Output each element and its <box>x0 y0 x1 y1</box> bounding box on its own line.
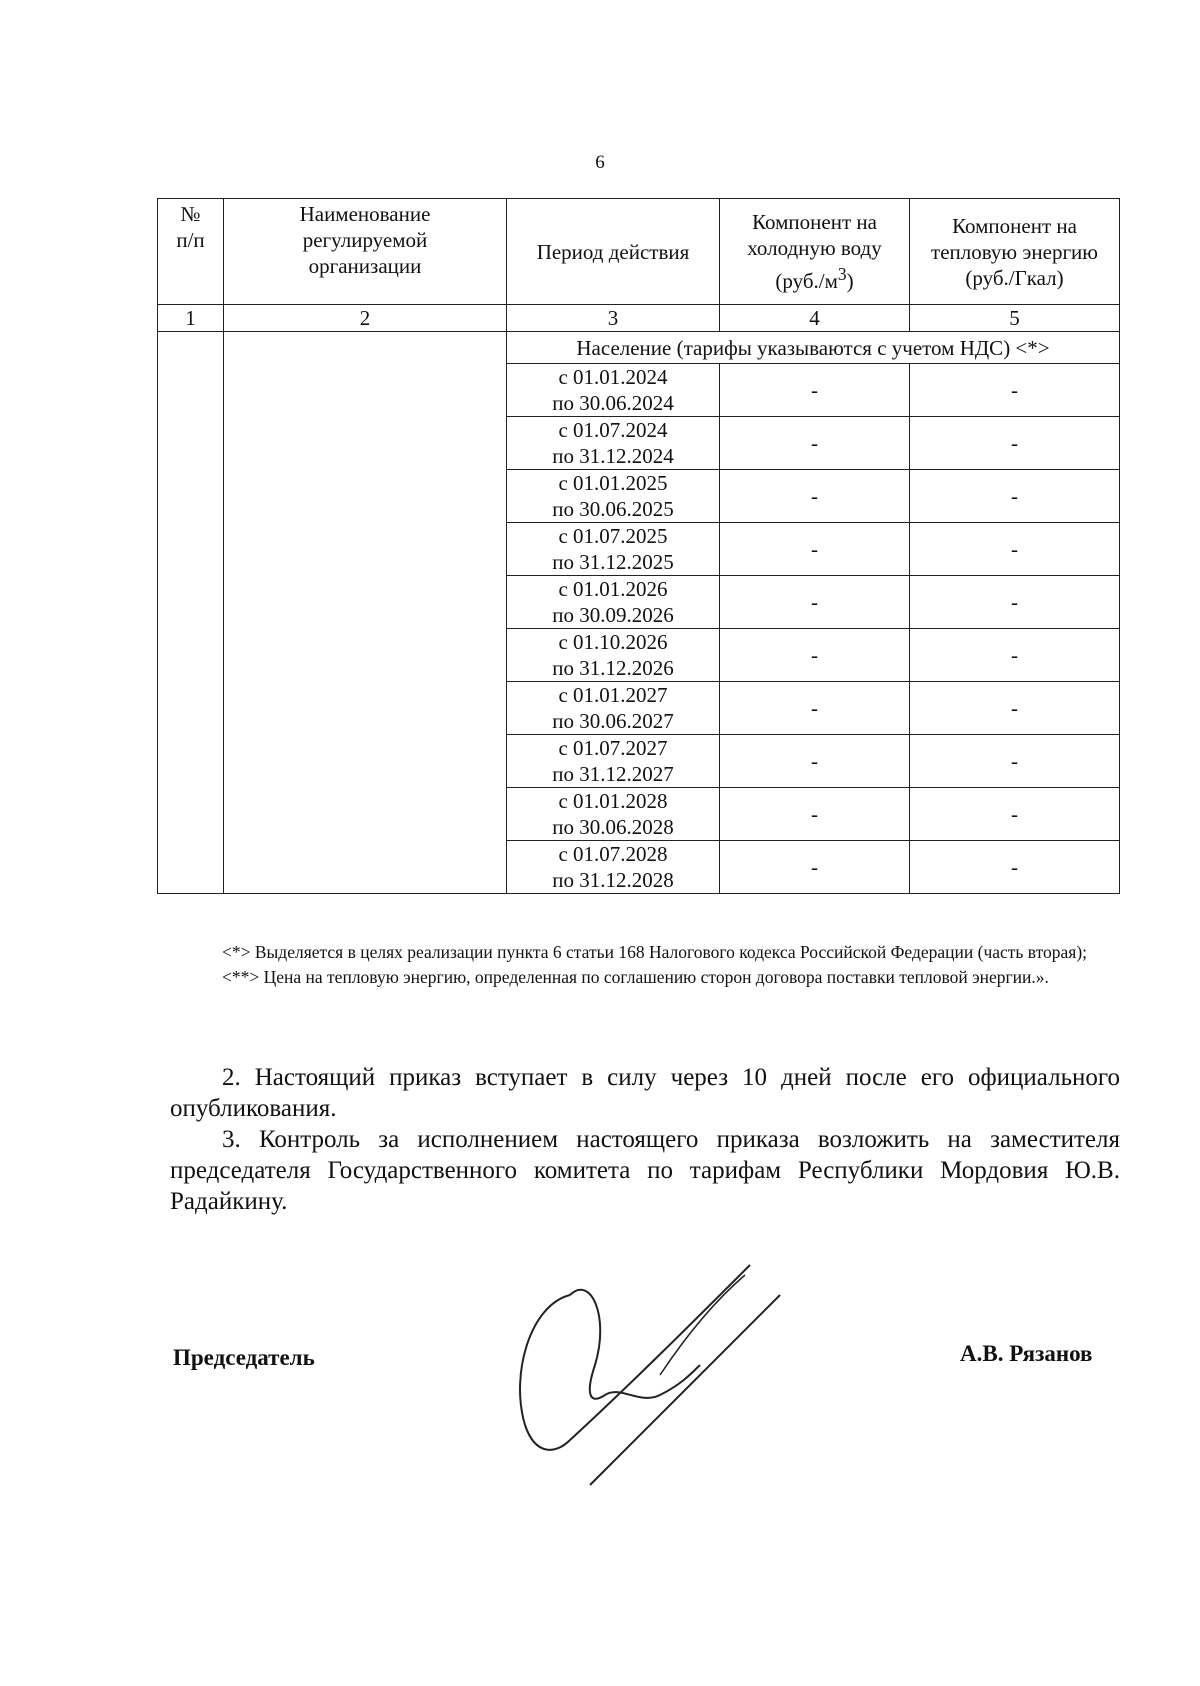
column-number-row <box>158 305 1120 332</box>
tariff-table <box>157 198 1120 894</box>
period-to: по 31.12.2025 <box>552 550 674 574</box>
column-number: 2 <box>224 305 507 332</box>
period-to: по 30.06.2025 <box>552 497 674 521</box>
period-cell <box>507 576 720 629</box>
period-from: с 01.10.2026 <box>558 630 668 654</box>
number-cell-empty <box>158 332 224 894</box>
heat-value: - <box>910 417 1120 470</box>
period-from: с 01.01.2028 <box>558 789 668 813</box>
period-cell <box>507 470 720 523</box>
water-value: - <box>720 417 910 470</box>
heat-value: - <box>910 788 1120 841</box>
header-period: Период действия <box>507 199 720 305</box>
header-water-component <box>720 199 910 305</box>
period-from: с 01.01.2024 <box>558 365 668 389</box>
period-from: с 01.01.2025 <box>558 471 668 495</box>
water-value: - <box>720 576 910 629</box>
handwritten-signature <box>510 1255 830 1495</box>
heat-value: - <box>910 682 1120 735</box>
group-label: Население (тарифы указываются с учетом НДС) <*> <box>507 332 1120 364</box>
water-value: - <box>720 735 910 788</box>
heat-value: - <box>910 629 1120 682</box>
period-cell <box>507 417 720 470</box>
water-value: - <box>720 682 910 735</box>
clause: 2. Настоящий приказ вступает в силу через 10 дней после его официального опубликования. <box>170 1064 1120 1122</box>
header-water-line1: Компонент на <box>752 210 877 234</box>
column-number: 5 <box>910 305 1120 332</box>
signatory-name: А.В. Рязанов <box>960 1341 1093 1366</box>
period-to: по 31.12.2026 <box>552 656 674 680</box>
period-from: с 01.07.2025 <box>558 524 668 548</box>
clause: 3. Контроль за исполнением настоящего приказа возложить на заместителя председателя Государственного комитета по тарифам Республики Мордовия Ю.В. Радайкину. <box>170 1126 1120 1215</box>
period-from: с 01.07.2024 <box>558 418 668 442</box>
column-number: 3 <box>507 305 720 332</box>
header-number: № п/п <box>158 199 224 305</box>
header-heat-component: Компонент на тепловую энергию (руб./Гкал) <box>910 199 1120 305</box>
period-to: по 31.12.2024 <box>552 444 674 468</box>
heat-value: - <box>910 470 1120 523</box>
order-clauses <box>170 1062 1120 1217</box>
period-cell <box>507 788 720 841</box>
water-value: - <box>720 841 910 894</box>
period-from: с 01.01.2026 <box>558 577 668 601</box>
period-from: с 01.07.2027 <box>558 736 668 760</box>
period-to: по 30.09.2026 <box>552 603 674 627</box>
header-water-unit-post: ) <box>846 269 854 293</box>
water-value: - <box>720 788 910 841</box>
period-to: по 31.12.2027 <box>552 762 674 786</box>
period-cell <box>507 841 720 894</box>
period-to: по 30.06.2027 <box>552 709 674 733</box>
period-to: по 31.12.2028 <box>552 868 674 892</box>
table-header-row <box>158 199 1120 305</box>
group-row <box>158 332 1120 364</box>
header-water-unit-sup: 3 <box>837 264 847 284</box>
water-value: - <box>720 364 910 417</box>
column-number: 4 <box>720 305 910 332</box>
water-value: - <box>720 629 910 682</box>
footnote: <**> Цена на тепловую энергию, определенная по соглашению сторон договора поставки тепловой энергии.». <box>222 967 1049 987</box>
period-cell <box>507 364 720 417</box>
period-cell <box>507 735 720 788</box>
column-number: 1 <box>158 305 224 332</box>
heat-value: - <box>910 841 1120 894</box>
heat-value: - <box>910 576 1120 629</box>
header-water-unit-pre: (руб./м <box>775 269 838 293</box>
organization-cell-empty <box>224 332 507 894</box>
water-value: - <box>720 470 910 523</box>
period-from: с 01.01.2027 <box>558 683 668 707</box>
heat-value: - <box>910 364 1120 417</box>
header-water-line2: холодную воду <box>747 236 882 260</box>
period-from: с 01.07.2028 <box>558 842 668 866</box>
period-cell <box>507 523 720 576</box>
water-value: - <box>720 523 910 576</box>
heat-value: - <box>910 735 1120 788</box>
header-organization: Наименование регулируемой организации <box>224 199 507 305</box>
page-number: 6 <box>595 152 605 173</box>
footnote: <*> Выделяется в целях реализации пункта 6 статьи 168 Налогового кодекса Российской Федерации (часть вторая); <box>222 942 1088 962</box>
period-to: по 30.06.2024 <box>552 391 674 415</box>
period-to: по 30.06.2028 <box>552 815 674 839</box>
period-cell <box>507 682 720 735</box>
footnotes <box>170 940 1120 990</box>
heat-value: - <box>910 523 1120 576</box>
period-cell <box>507 629 720 682</box>
signatory-title: Председатель <box>173 1345 315 1370</box>
